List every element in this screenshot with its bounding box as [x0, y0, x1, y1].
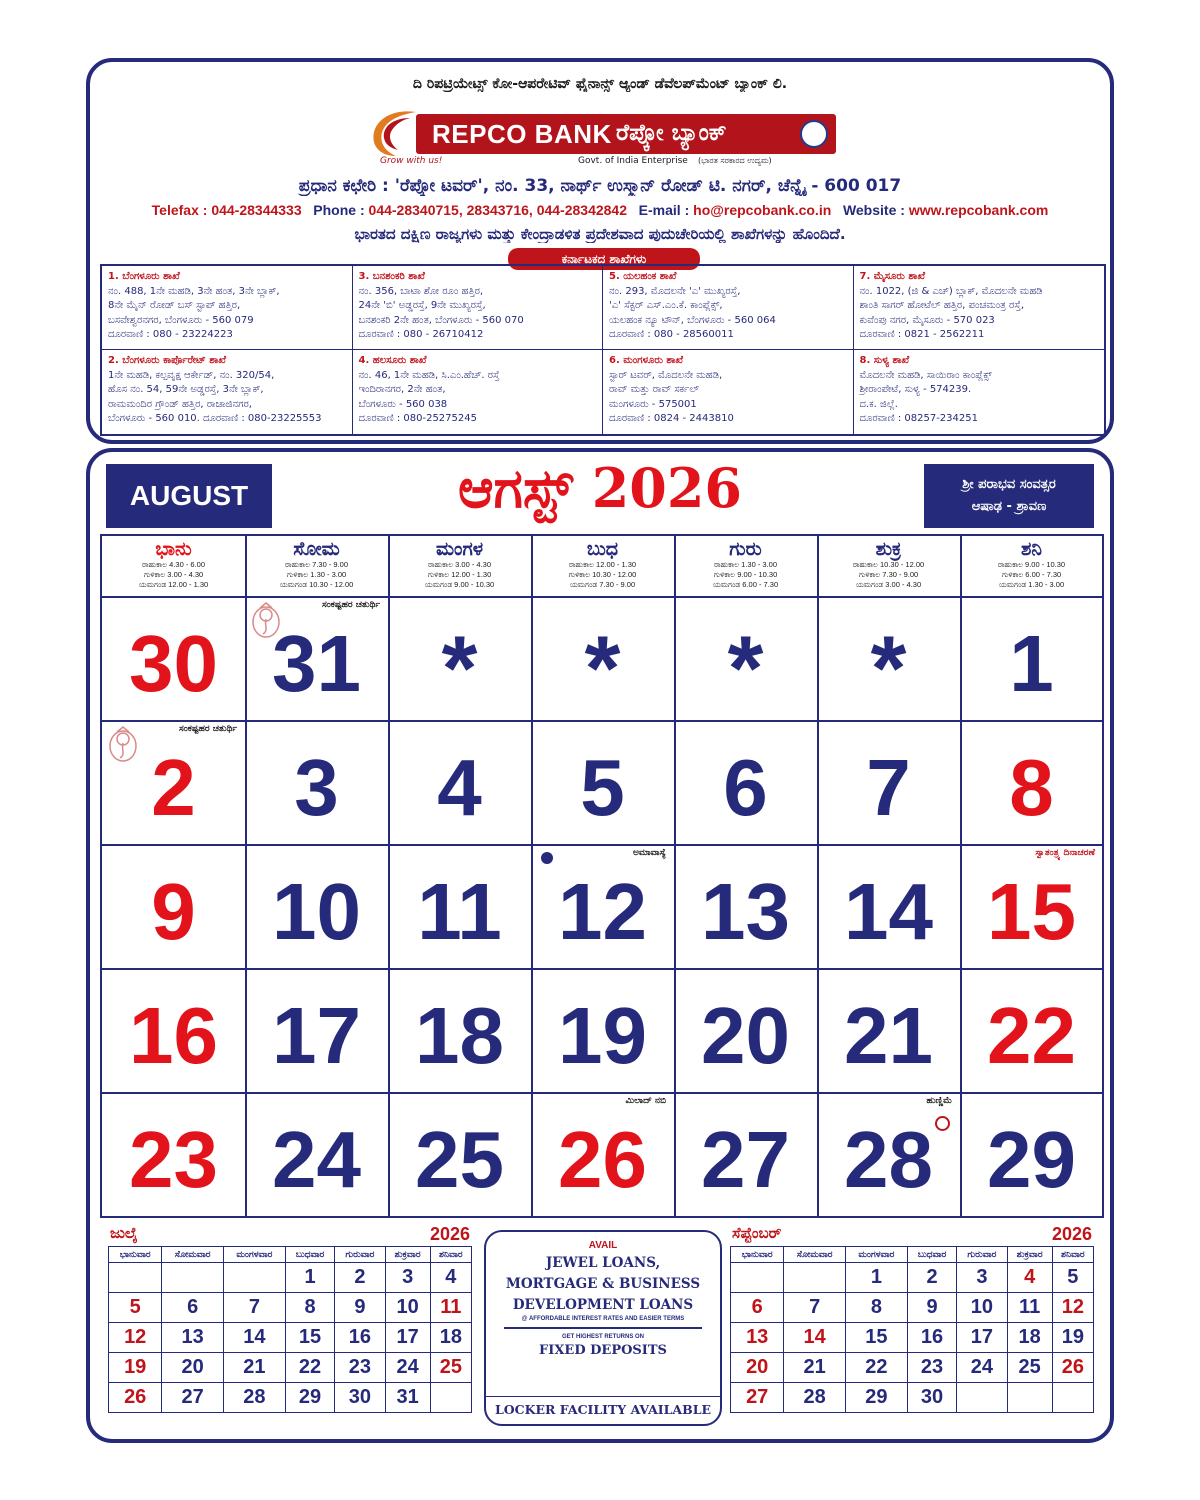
branch-address-line: ಬನಶಂಕರಿ 2ನೇ ಹಂತ, ಬೆಂಗಳೂರು - 560 070	[358, 314, 524, 326]
day-cell	[674, 1092, 817, 1216]
day-cell	[388, 844, 531, 968]
day-cell	[531, 1092, 674, 1216]
logo-tagline: Grow with us!	[380, 156, 443, 166]
head-office-address: ಪ್ರಧಾನ ಕಛೇರಿ : 'ರೆಪ್ಕೋ ಟವರ್', ನಂ. 33, ನಾರ್ಥ್ ಉಸ್ಮಾನ್ ರೋಡ್ ಟಿ. ನಗರ್, ಚೆನ್ನೈ - 600 017	[298, 176, 902, 196]
branch-card	[603, 266, 854, 350]
day-number: 21	[844, 991, 933, 1080]
promo-box	[484, 1230, 722, 1426]
month-english: AUGUST	[106, 464, 272, 528]
day-number: 27	[701, 1115, 790, 1204]
empty-day-marker: *	[584, 618, 621, 720]
day-number: 29	[987, 1115, 1076, 1204]
weekday-header	[388, 536, 531, 596]
phone-value: 044-28340715, 28343716, 044-28342842	[368, 202, 627, 218]
inauspicious-time: ಯಮಗಂಡ 6.00 - 7.30	[712, 580, 779, 589]
inauspicious-time: ಗುಳಿಕಾಲ 1.30 - 3.00	[286, 570, 347, 579]
weekday-header	[960, 536, 1103, 596]
full-moon-icon	[935, 1116, 950, 1131]
mini-day: 26	[1052, 1353, 1093, 1383]
branch-card	[353, 350, 604, 434]
mini-day: 13	[162, 1323, 224, 1353]
mini-day: 11	[430, 1293, 471, 1323]
inauspicious-time: ಯಮಗಂಡ 9.00 - 10.30	[424, 580, 495, 589]
branch-card	[102, 266, 353, 350]
day-number: 2	[151, 743, 196, 832]
mini-day: 20	[162, 1353, 224, 1383]
day-number: 1	[1009, 619, 1054, 708]
day-cell	[245, 844, 388, 968]
mini-day: 10	[957, 1293, 1007, 1323]
promo-highest-returns: GET HIGHEST RETURNS ON	[561, 1333, 644, 1340]
branch-address-line: ದೂರವಾಣಿ : 080 - 28560011	[609, 329, 734, 340]
mini-calendar-july	[108, 1224, 472, 1413]
mini-day: 10	[385, 1293, 430, 1323]
branch-address-line: ಬೆಂಗಳೂರು - 560 010. ದೂರವಾಣಿ : 080-23225553	[108, 413, 322, 424]
branch-address-line: ನಂ. 488, 1ನೇ ಮಹಡಿ, 3ನೇ ಹಂತ, 3ನೇ ಬ್ಲಾಕ್,	[108, 285, 280, 297]
mini-calendar-september	[730, 1224, 1094, 1413]
day-number: 7	[866, 743, 911, 832]
logo-gov-enterprise-kannada: (ಭಾರತ ಸರಕಾರದ ಉದ್ಯಮ)	[698, 156, 772, 165]
promo-avail: AVAIL	[588, 1240, 618, 1251]
branch-title: 1. ಬೆಂಗಳೂರು ಶಾಖೆ	[108, 271, 180, 282]
telefax-label: Telefax :	[151, 202, 208, 218]
mini-day: 3	[957, 1263, 1007, 1293]
inauspicious-time: ಯಮಗಂಡ 1.30 - 3.00	[998, 580, 1065, 589]
day-cell	[102, 596, 245, 720]
mini-day	[957, 1383, 1007, 1413]
mini-day: 6	[731, 1293, 784, 1323]
mini-day: 12	[1052, 1293, 1093, 1323]
website-value: www.repcobank.com	[908, 202, 1049, 218]
branch-presence-text: ಭಾರತದ ದಕ್ಷಿಣ ರಾಜ್ಯಗಳು ಮತ್ತು ಕೇಂದ್ರಾಡಳಿತ ಪ್ರದೇಶವಾದ ಪುದುಚೇರಿಯಲ್ಲಿ ಶಾಖೆಗಳನ್ನು ಹೊಂದಿದೆ.	[354, 225, 846, 243]
mini-day	[430, 1383, 471, 1413]
day-note: ಹುಣ್ಣಿಮೆ	[926, 1096, 952, 1106]
mini-day: 26	[109, 1383, 162, 1413]
repco-bank-logo	[366, 104, 838, 168]
day-cell	[388, 968, 531, 1092]
karnataka-branches-title: ಕರ್ನಾಟಕದ ಶಾಖೆಗಳು	[508, 248, 700, 270]
mini-day: 22	[285, 1353, 334, 1383]
mini-weekday-header: ಭಾನುವಾರ	[109, 1247, 162, 1263]
mini-day: 9	[907, 1293, 956, 1323]
branch-address-line: ನಂ. 46, 1ನೇ ಮಹಡಿ, ಸಿ.ಎಂ.ಹೆಚ್. ರಸ್ತೆ	[358, 369, 500, 381]
mini-day: 17	[385, 1323, 430, 1353]
mini-day: 30	[907, 1383, 956, 1413]
mini-day	[162, 1263, 224, 1293]
mini-day: 4	[1007, 1263, 1052, 1293]
weekday-header	[531, 536, 674, 596]
branch-address-line: ದೂರವಾಣಿ : 08257-234251	[859, 413, 978, 424]
mini-day: 13	[731, 1323, 784, 1353]
day-cell	[817, 720, 960, 844]
mini-day	[731, 1263, 784, 1293]
branch-address-line: ದ.ಕ. ಜಿಲ್ಲೆ.	[859, 398, 898, 410]
branch-address-line: ದೂರವಾಣಿ : 0821 - 2562211	[859, 329, 985, 340]
promo-line-1: JEWEL LOANS,	[545, 1255, 661, 1271]
day-cell	[245, 720, 388, 844]
day-cell	[674, 596, 817, 720]
day-number: 11	[417, 867, 502, 956]
mini-month-year: 2026	[1051, 1224, 1092, 1244]
mini-day: 11	[1007, 1293, 1052, 1323]
mini-weekday-header: ಗುರುವಾರ	[957, 1247, 1007, 1263]
day-number: 23	[129, 1115, 218, 1204]
branch-address-line: ಬಸವೇಶ್ವರನಗರ, ಬೆಂಗಳೂರು - 560 079	[108, 314, 254, 326]
day-number: 19	[558, 991, 647, 1080]
logo-text-english: REPCO BANK	[432, 119, 612, 149]
day-cell	[531, 968, 674, 1092]
samvatsara-box	[924, 464, 1094, 528]
branch-card	[102, 350, 353, 434]
weekday-name: ಬುಧ	[586, 538, 619, 560]
mini-day: 27	[731, 1383, 784, 1413]
day-number: 26	[558, 1115, 647, 1204]
mini-day: 7	[223, 1293, 285, 1323]
day-cell	[388, 1092, 531, 1216]
bank-full-name: ದಿ ರಿಪಟ್ರಿಯೇಟ್ಸ್ ಕೋ-ಆಪರೇಟಿವ್ ಫೈನಾನ್ಸ್ ಆ್ಯಂಡ್ ಡೆವೆಲಪ್‌ಮೆಂಟ್ ಬ್ಯಾಂಕ್ ಲಿ.	[412, 76, 788, 92]
mini-day	[1007, 1383, 1052, 1413]
mini-day: 3	[385, 1263, 430, 1293]
branch-address-line: 24ನೇ 'ಬಿ' ಅಡ್ಡರಸ್ತೆ, 9ನೇ ಮುಖ್ಯರಸ್ತೆ,	[358, 300, 486, 311]
mini-day: 20	[731, 1353, 784, 1383]
inauspicious-time: ಗುಳಿಕಾಲ 12.00 - 1.30	[427, 570, 492, 579]
weekday-header	[102, 536, 245, 596]
day-note: ಸ್ವಾತಂತ್ರ್ಯ ದಿನಾಚರಣೆ	[1035, 848, 1095, 858]
telefax-value: 044-28344333	[211, 202, 302, 218]
mini-weekday-header: ಗುರುವಾರ	[335, 1247, 385, 1263]
branch-address-line: ನಂ. 356, ಬಾಟಾ ಶೋ ರೂಂ ಹತ್ತಿರ,	[358, 285, 484, 297]
day-number: 14	[844, 867, 933, 956]
day-number: 25	[415, 1115, 504, 1204]
empty-day-marker: *	[727, 618, 764, 720]
mini-day: 7	[784, 1293, 846, 1323]
day-number: 3	[294, 743, 339, 832]
day-cell	[245, 596, 388, 720]
branch-card	[854, 266, 1105, 350]
branch-title: 3. ಬನಶಂಕರಿ ಶಾಖೆ	[358, 271, 425, 282]
branch-address-line: ರಾಮಮಂದಿರ ಗ್ರೌಂಡ್ ಹತ್ತಿರ, ರಾಜಾಜಿನಗರ,	[108, 398, 252, 410]
day-cell	[102, 844, 245, 968]
inauspicious-time: ಯಮಗಂಡ 3.00 - 4.30	[855, 580, 922, 589]
mini-day: 15	[285, 1323, 334, 1353]
inauspicious-time: ಯಮಗಂಡ 7.30 - 9.00	[569, 580, 636, 589]
email-label: E-mail :	[638, 202, 690, 218]
mini-table	[730, 1246, 1094, 1413]
branch-address-line: ದೂರವಾಣಿ : 080-25275245	[358, 413, 477, 424]
branch-address-line: 'ಎ' ಸೆಕ್ಟರ್ ಎಸ್.ಎಂ.ಕೆ. ಕಾಂಪ್ಲೆಕ್ಸ್,	[609, 300, 723, 311]
mini-day: 1	[285, 1263, 334, 1293]
day-cell	[674, 844, 817, 968]
weekday-name: ಶನಿ	[1021, 538, 1042, 560]
branch-card	[353, 266, 604, 350]
mini-day: 17	[957, 1323, 1007, 1353]
day-cell	[674, 720, 817, 844]
mini-day: 19	[1052, 1323, 1093, 1353]
empty-day-marker: *	[441, 618, 478, 720]
weekday-name: ಸೋಮ	[293, 538, 340, 560]
logo-gov-enterprise: Govt. of India Enterprise	[578, 156, 688, 166]
empty-day-marker: *	[870, 618, 907, 720]
day-cell	[960, 596, 1103, 720]
mini-day: 21	[223, 1353, 285, 1383]
inauspicious-time: ಯಮಗಂಡ 10.30 - 12.00	[279, 580, 354, 589]
mini-day: 1	[845, 1263, 907, 1293]
inauspicious-time: ರಾಹುಕಾಲ 10.30 - 12.00	[852, 560, 925, 569]
mini-day: 21	[784, 1353, 846, 1383]
branch-address-line: ಕುವೆಂಪು ನಗರ, ಮೈಸೂರು - 570 023	[859, 314, 995, 326]
day-cell	[245, 1092, 388, 1216]
mini-day: 6	[162, 1293, 224, 1323]
branch-title: 8. ಸುಳ್ಯ ಶಾಖೆ	[859, 355, 910, 366]
promo-line-3: DEVELOPMENT LOANS	[512, 1297, 694, 1313]
day-number: 16	[129, 991, 218, 1080]
mini-day: 29	[845, 1383, 907, 1413]
calendar-panel	[86, 448, 1114, 1443]
branch-title: 2. ಬೆಂಗಳೂರು ಕಾರ್ಪೊರೇಟ್ ಶಾಖೆ	[108, 355, 226, 366]
day-number: 24	[272, 1115, 361, 1204]
promo-fixed-deposits: FIXED DEPOSITS	[539, 1342, 667, 1358]
mini-day: 18	[1007, 1323, 1052, 1353]
logo-banner	[416, 114, 836, 154]
day-cell	[960, 844, 1103, 968]
inauspicious-time: ರಾಹುಕಾಲ 9.00 - 10.30	[997, 560, 1066, 569]
mini-day: 15	[845, 1323, 907, 1353]
day-cell	[102, 1092, 245, 1216]
mini-day: 16	[907, 1323, 956, 1353]
day-cell	[817, 968, 960, 1092]
inauspicious-time: ರಾಹುಕಾಲ 1.30 - 3.00	[713, 560, 778, 569]
mini-day: 27	[162, 1383, 224, 1413]
branch-address-line: ದೂರವಾಣಿ : 080 - 26710412	[358, 329, 484, 340]
ganesha-icon	[106, 724, 140, 764]
mini-table	[108, 1246, 472, 1413]
day-cell	[674, 968, 817, 1092]
branch-address-line: ಮೊದಲನೇ ಮಹಡಿ, ಸಾಯಿರಾಂ ಕಾಂಪ್ಲೆಕ್ಸ್	[859, 369, 992, 381]
promo-divider	[504, 1327, 702, 1329]
mini-day	[784, 1263, 846, 1293]
ganesha-icon	[249, 600, 283, 640]
day-cell	[531, 596, 674, 720]
weekday-name: ಭಾನು	[155, 538, 192, 560]
mini-day: 31	[385, 1383, 430, 1413]
weekday-header	[674, 536, 817, 596]
weekday-name: ಮಂಗಳ	[435, 538, 484, 560]
inauspicious-time: ಗುಳಿಕಾಲ 6.00 - 7.30	[1001, 570, 1062, 579]
mini-day	[1052, 1383, 1093, 1413]
day-cell	[102, 968, 245, 1092]
weekday-name: ಶುಕ್ರ	[875, 538, 902, 560]
mini-weekday-header: ಶುಕ್ರವಾರ	[1007, 1247, 1052, 1263]
mini-weekday-header: ಬುಧವಾರ	[907, 1247, 956, 1263]
email-value: ho@repcobank.co.in	[693, 202, 832, 218]
inauspicious-time: ಗುಳಿಕಾಲ 10.30 - 12.00	[568, 570, 637, 579]
mini-day: 28	[784, 1383, 846, 1413]
weekday-header	[817, 536, 960, 596]
inauspicious-time: ರಾಹುಕಾಲ 4.30 - 6.00	[141, 560, 206, 569]
day-cell	[388, 596, 531, 720]
branch-card	[603, 350, 854, 434]
day-number: 4	[437, 743, 482, 832]
mini-weekday-header: ಭಾನುವಾರ	[731, 1247, 784, 1263]
day-note: ಸಂಕಷ್ಟಹರ ಚತುರ್ಥಿ	[322, 600, 380, 610]
mini-day: 23	[335, 1353, 385, 1383]
mini-day: 14	[223, 1323, 285, 1353]
branch-address-line: ಇಂದಿರಾನಗರ, 2ನೇ ಹಂತ,	[358, 384, 446, 395]
inauspicious-time: ರಾಹುಕಾಲ 12.00 - 1.30	[568, 560, 637, 569]
inauspicious-time: ಗುಳಿಕಾಲ 7.30 - 9.00	[858, 570, 919, 579]
weekday-name: ಗುರು	[729, 538, 762, 560]
day-note: ಅಮಾವಾಸ್ಯೆ	[632, 848, 666, 858]
weekday-header	[245, 536, 388, 596]
mini-day: 30	[335, 1383, 385, 1413]
day-cell	[960, 720, 1103, 844]
mini-day: 28	[223, 1383, 285, 1413]
mini-day: 5	[109, 1293, 162, 1323]
branch-address-line: ನಂ. 1022, (ಜಿ & ಎಚ್) ಬ್ಲಾಕ್, ಮೊದಲನೇ ಮಹಡಿ	[859, 285, 1043, 297]
mini-weekday-header: ಬುಧವಾರ	[285, 1247, 334, 1263]
branch-title: 6. ಮಂಗಳೂರು ಶಾಖೆ	[609, 355, 684, 366]
day-cell	[960, 1092, 1103, 1216]
mini-day: 8	[845, 1293, 907, 1323]
mini-weekday-header: ಮಂಗಳವಾರ	[223, 1247, 285, 1263]
branch-address-line: ಹೊಸ ನಂ. 54, 59ನೇ ಅಡ್ಡರಸ್ತೆ, 3ನೇ ಬ್ಲಾಕ್,	[108, 384, 264, 395]
day-cell	[817, 596, 960, 720]
day-number: 12	[558, 867, 647, 956]
mini-day: 18	[430, 1323, 471, 1353]
day-number: 10	[272, 867, 361, 956]
mini-day: 19	[109, 1353, 162, 1383]
new-moon-icon	[541, 852, 553, 864]
branch-address-line: ಶಾಂತಿ ಸಾಗರ್ ಹೋಟೆಲ್ ಹತ್ತಿರ, ಪಂಚಮಂತ್ರ ರಸ್ತೆ,	[859, 300, 1025, 311]
mini-day: 5	[1052, 1263, 1093, 1293]
day-cell	[388, 720, 531, 844]
month-title: ಆಗಸ್ಟ್ 2026	[457, 456, 742, 520]
mini-day: 16	[335, 1323, 385, 1353]
branch-card	[854, 350, 1105, 434]
day-note: ಮಿಲಾದ್ ನಬಿ	[625, 1096, 666, 1106]
day-number: 5	[580, 743, 625, 832]
samvatsara-year: ಶ್ರೀ ಪರಾಭವ ಸಂವತ್ಸರ	[962, 477, 1056, 492]
bank-info-panel	[86, 58, 1114, 444]
mini-day: 14	[784, 1323, 846, 1353]
day-cell	[817, 844, 960, 968]
day-number: 18	[415, 991, 504, 1080]
inauspicious-time: ಗುಳಿಕಾಲ 3.00 - 4.30	[143, 570, 204, 579]
month-grid	[100, 534, 1104, 1218]
branch-address-line: ಸ್ಟಾರ್ ಟವರ್, ಮೊದಲನೇ ಮಹಡಿ,	[609, 369, 723, 381]
day-number: 8	[1009, 743, 1054, 832]
inauspicious-time: ಯಮಗಂಡ 12.00 - 1.30	[138, 580, 209, 589]
mini-weekday-header: ಶನಿವಾರ	[1052, 1247, 1093, 1263]
branch-title: 5. ಯಲಹಂಕ ಶಾಖೆ	[609, 271, 677, 282]
branch-address-line: ಯಲಹಂಕ ನ್ಯೂ ಟೌನ್, ಬೆಂಗಳೂರು - 560 064	[609, 314, 776, 326]
branch-title: 7. ಮೈಸೂರು ಶಾಖೆ	[859, 271, 926, 282]
mini-weekday-header: ಶನಿವಾರ	[430, 1247, 471, 1263]
mini-weekday-header: ಸೋಮವಾರ	[784, 1247, 846, 1263]
day-number: 9	[151, 867, 196, 956]
day-cell	[102, 720, 245, 844]
mini-day: 25	[1007, 1353, 1052, 1383]
branch-address-line: ಶ್ರೀರಾಂಪೇಟೆ, ಸುಳ್ಯ - 574239.	[859, 384, 972, 395]
day-number: 15	[987, 867, 1076, 956]
branch-address-line: ರಾವ್ ಮತ್ತು ರಾವ್ ಸರ್ಕಲ್	[609, 384, 700, 395]
day-note: ಸಂಕಷ್ಟಹರ ಚತುರ್ಥಿ	[179, 724, 237, 734]
branch-grid	[100, 264, 1106, 436]
swoosh-icon	[366, 104, 422, 160]
branch-address-line: ದೂರವಾಣಿ : 080 - 23224223	[108, 329, 233, 340]
mini-day: 12	[109, 1323, 162, 1353]
mini-day: 2	[335, 1263, 385, 1293]
branch-title: 4. ಹಲಸೂರು ಶಾಖೆ	[358, 355, 427, 366]
mini-day: 22	[845, 1353, 907, 1383]
day-cell	[245, 968, 388, 1092]
mini-month-year: 2026	[429, 1224, 470, 1244]
mini-day	[223, 1263, 285, 1293]
branch-address-line: ದೂರವಾಣಿ : 0824 - 2443810	[609, 413, 734, 424]
day-number: 30	[129, 619, 218, 708]
day-number: 20	[701, 991, 790, 1080]
inauspicious-time: ರಾಹುಕಾಲ 3.00 - 4.30	[427, 560, 492, 569]
mini-weekday-header: ಸೋಮವಾರ	[162, 1247, 224, 1263]
inauspicious-time: ರಾಹುಕಾಲ 7.30 - 9.00	[284, 560, 349, 569]
mini-month-name: ಸೆಪ್ಟೆಂಬರ್	[732, 1224, 782, 1242]
day-number: 13	[701, 867, 790, 956]
day-cell	[531, 844, 674, 968]
samvatsara-months: ಆಷಾಢ - ಶ್ರಾವಣ	[971, 499, 1047, 514]
day-number: 17	[272, 991, 361, 1080]
mini-day: 24	[385, 1353, 430, 1383]
emblem-icon	[800, 120, 828, 148]
mini-month-name: ಜುಲೈ	[110, 1224, 138, 1242]
mini-weekday-header: ಶುಕ್ರವಾರ	[385, 1247, 430, 1263]
day-cell	[817, 1092, 960, 1216]
phone-label: Phone :	[313, 202, 365, 218]
mini-day: 29	[285, 1383, 334, 1413]
contact-line	[90, 202, 1110, 218]
branch-address-line: ಮಂಗಳೂರು - 575001	[609, 398, 697, 410]
logo-text-kannada: ರೆಪ್ಕೋ ಬ್ಯಾಂಕ್	[616, 120, 727, 146]
day-number: 6	[723, 743, 768, 832]
mini-day: 2	[907, 1263, 956, 1293]
day-number: 31	[272, 619, 361, 708]
inauspicious-time: ಗುಳಿಕಾಲ 9.00 - 10.30	[713, 570, 778, 579]
mini-day: 23	[907, 1353, 956, 1383]
branch-address-line: ಬೆಂಗಳೂರು - 560 038	[358, 398, 448, 410]
day-number: 28	[844, 1115, 933, 1204]
branch-address-line: 8ನೇ ಮೈನ್ ರೋಡ್ ಬಸ್ ಸ್ಟಾಪ್ ಹತ್ತಿರ,	[108, 300, 241, 311]
promo-line-2: MORTGAGE & BUSINESS	[505, 1276, 701, 1292]
mini-day: 4	[430, 1263, 471, 1293]
mini-day	[109, 1263, 162, 1293]
day-number: 22	[987, 991, 1076, 1080]
promo-affordable: @ AFFORDABLE INTEREST RATES AND EASIER TERMS	[521, 1316, 685, 1322]
branch-address-line: ನಂ. 293, ಮೊದಲನೇ 'ಎ' ಮುಖ್ಯರಸ್ತೆ,	[609, 285, 741, 297]
promo-locker: LOCKER FACILITY AVAILABLE	[486, 1396, 720, 1424]
website-label: Website :	[842, 202, 905, 218]
mini-weekday-header: ಮಂಗಳವಾರ	[845, 1247, 907, 1263]
branch-address-line: 1ನೇ ಮಹಡಿ, ಕಲ್ಪವೃಕ್ಷ ಆರ್ಕೇಡ್, ನಂ. 320/54,	[108, 369, 275, 381]
day-cell	[531, 720, 674, 844]
mini-day: 25	[430, 1353, 471, 1383]
mini-day: 24	[957, 1353, 1007, 1383]
day-cell	[960, 968, 1103, 1092]
mini-day: 8	[285, 1293, 334, 1323]
mini-day: 9	[335, 1293, 385, 1323]
